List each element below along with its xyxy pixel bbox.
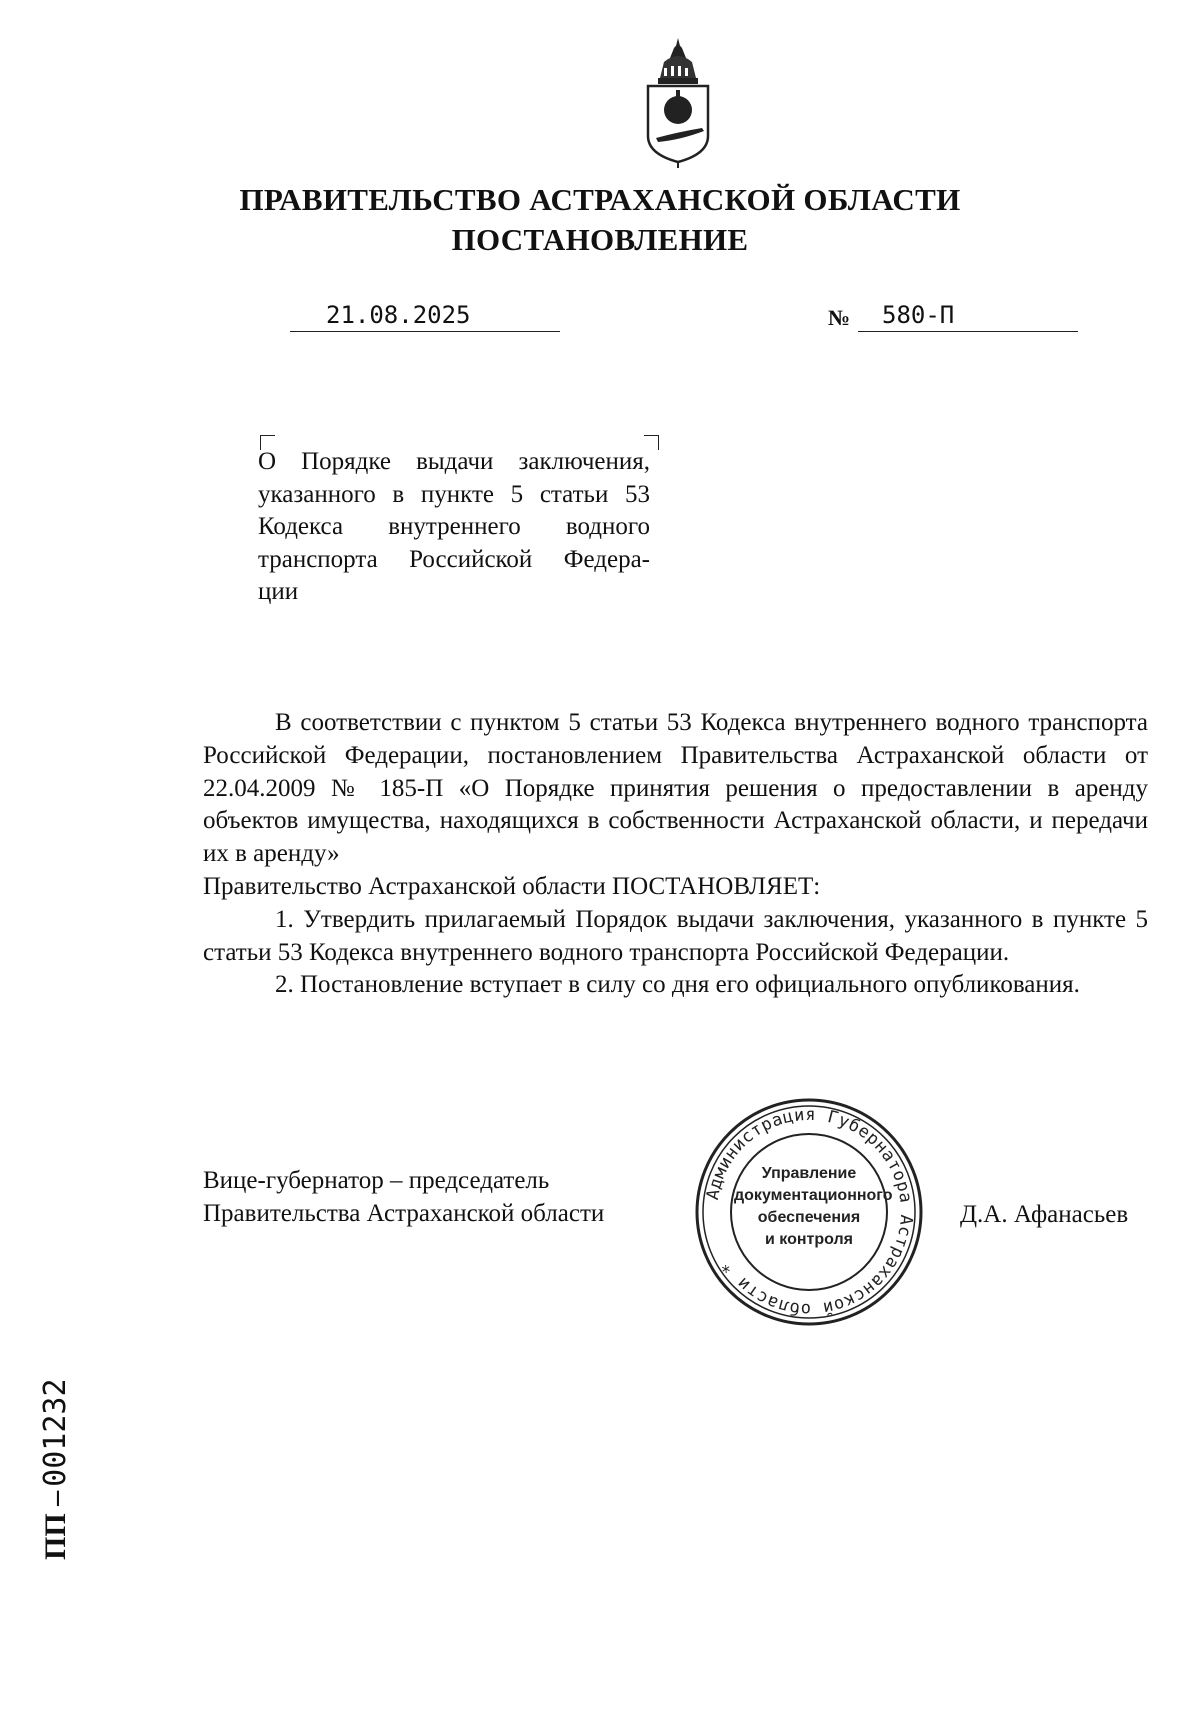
resolves-paragraph: Правительство Астраханской области ПОСТАНОВЛЯЕТ: <box>203 872 821 900</box>
subject-line: указанного в пункте 5 статьи 53 <box>258 480 650 508</box>
seal-center-text <box>734 1163 893 1251</box>
subject-line: ции <box>258 578 299 605</box>
margin-code-number: 001232 <box>38 1378 73 1487</box>
government-title: ПРАВИТЕЛЬСТВО АСТРАХАНСКОЙ ОБЛАСТИ <box>239 182 961 217</box>
document-type-title: ПОСТАНОВЛЕНИЕ <box>451 222 749 257</box>
margin-registration-code <box>38 1378 338 1560</box>
number-sign: № <box>828 305 851 330</box>
seal-ring-text: Администрация Губернатора Астраханской области * <box>702 1104 917 1320</box>
document-subject <box>258 446 650 609</box>
signer-position <box>203 1164 604 1230</box>
subject-line: транспорта Российской Федера- <box>258 545 650 573</box>
subject-line: Кодекса внутреннего водного <box>258 513 650 540</box>
seal-center-line: и контроля <box>765 1231 853 1248</box>
document-body <box>203 707 1148 1002</box>
signer-position-line: Вице-губернатор – председатель <box>203 1167 550 1194</box>
coat-of-arms-emblem <box>640 36 716 170</box>
signer-name: Д.А. Афанасьев <box>960 1201 1129 1228</box>
seal-center-line: обеспечения <box>757 1209 861 1226</box>
preamble-paragraph: В соответствии с пунктом 5 статьи 53 Кодекса внутреннего водного транспорта Российской Федерации, постановлением Правительства Астраханской области от 22.04.2009 № 185-П «О Порядке принятия решения о предоставлении в аренду объектов имущества, находящихся в собственности Астраханской области, и передачи их в аренду» <box>203 709 1148 868</box>
resolution-item-1: 1. Утвердить прилагаемый Порядок выдачи заключения, указанного в пункте 5 статьи 53 Кодекса внутреннего водного транспорта Российской Федерации. <box>203 905 1148 966</box>
document-number: 580-П <box>858 302 1078 332</box>
margin-code-prefix: ПП – <box>39 1490 72 1560</box>
seal-center-line: документационного <box>734 1187 893 1204</box>
resolution-item-2: 2. Постановление вступает в силу со дня его официального опубликования. <box>275 971 1080 999</box>
seal-center-line: Управление <box>761 1165 857 1182</box>
signer-position-line: Правительства Астраханской области <box>203 1200 605 1227</box>
document-date: 21.08.2025 <box>290 302 560 332</box>
subject-line: О Порядке выдачи заключения, <box>258 448 650 475</box>
